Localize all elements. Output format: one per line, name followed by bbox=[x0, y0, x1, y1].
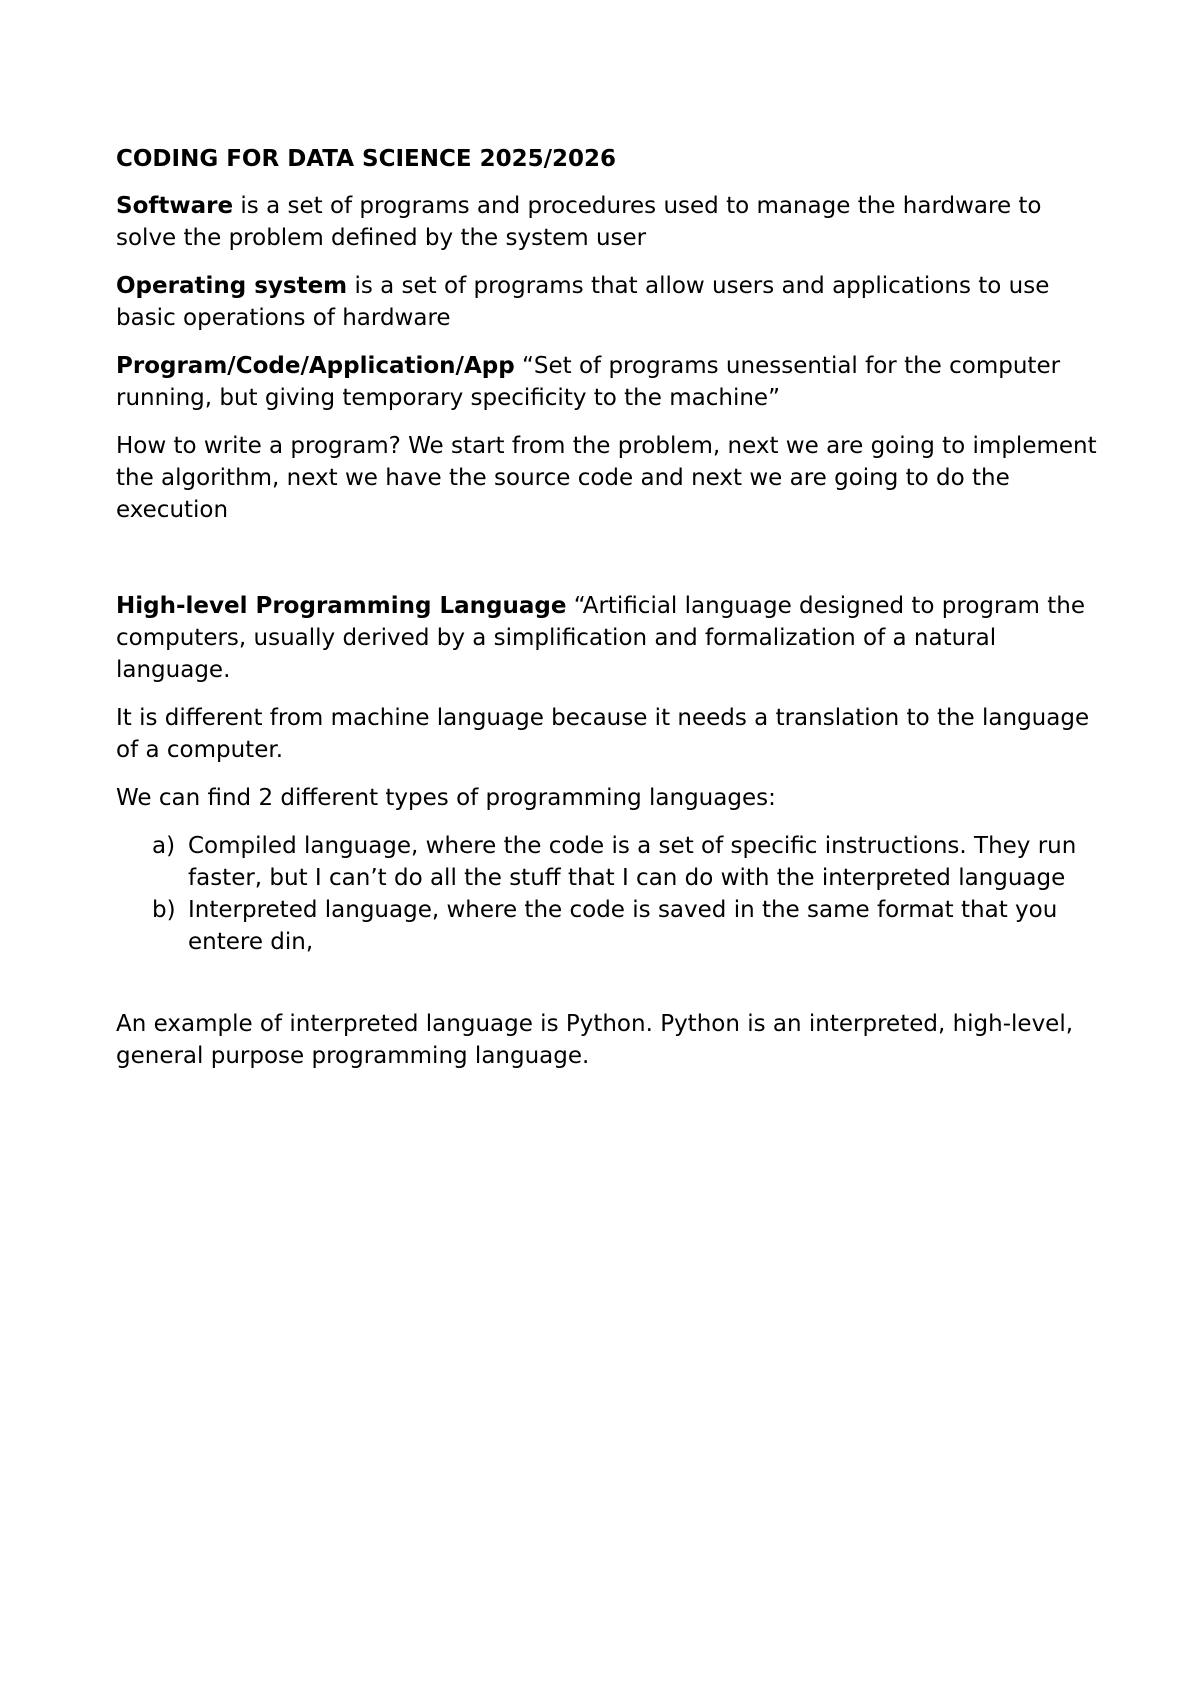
list-marker: b) bbox=[152, 897, 176, 923]
definition-high-level-language bbox=[116, 590, 1106, 686]
definition-program bbox=[116, 350, 1106, 414]
blank-line bbox=[116, 958, 1106, 1008]
term-high-level-language: High-level Programming Language bbox=[116, 593, 567, 619]
term-program: Program/Code/Application/App bbox=[116, 353, 515, 379]
term-operating-system: Operating system bbox=[116, 273, 348, 299]
how-to-paragraph: How to write a program? We start from the problem, next we are going to implement the algorithm, next we have the source code and next we are going to do the execution bbox=[116, 433, 1097, 523]
list-item-text: Compiled language, where the code is a set of specific instructions. They run faster, but I can’t do all the stuff that I can do with the interpreted language bbox=[188, 833, 1077, 891]
definition-high-level-text: “Artificial language designed to program the computers, usually derived by a simplification and formalization of a natural language. bbox=[116, 593, 1086, 683]
types-intro: We can find 2 different types of programming languages: bbox=[116, 785, 776, 811]
definition-software bbox=[116, 190, 1106, 254]
difference-paragraph: It is different from machine language because it needs a translation to the language of a computer. bbox=[116, 705, 1090, 763]
definition-software-text: is a set of programs and procedures used to manage the hardware to solve the problem defined by the system user bbox=[116, 193, 1042, 251]
blank-line bbox=[116, 542, 1106, 590]
python-paragraph: An example of interpreted language is Python. Python is an interpreted, high-level, general purpose programming language. bbox=[116, 1011, 1074, 1069]
definition-operating-system-text: is a set of programs that allow users and applications to use basic operations of hardware bbox=[116, 273, 1050, 331]
definition-operating-system bbox=[116, 270, 1106, 334]
list-marker: a) bbox=[152, 833, 176, 859]
list-item-compiled bbox=[116, 830, 1106, 894]
language-types-list bbox=[116, 830, 1106, 958]
document-body bbox=[116, 144, 1106, 1088]
list-item-text: Interpreted language, where the code is saved in the same format that you entere din, bbox=[188, 897, 1058, 955]
document-title: CODING FOR DATA SCIENCE 2025/2026 bbox=[116, 146, 617, 172]
term-software: Software bbox=[116, 193, 234, 219]
list-item-interpreted bbox=[116, 894, 1106, 958]
definition-program-text: “Set of programs unessential for the computer running, but giving temporary specificity to the machine” bbox=[116, 353, 1061, 411]
